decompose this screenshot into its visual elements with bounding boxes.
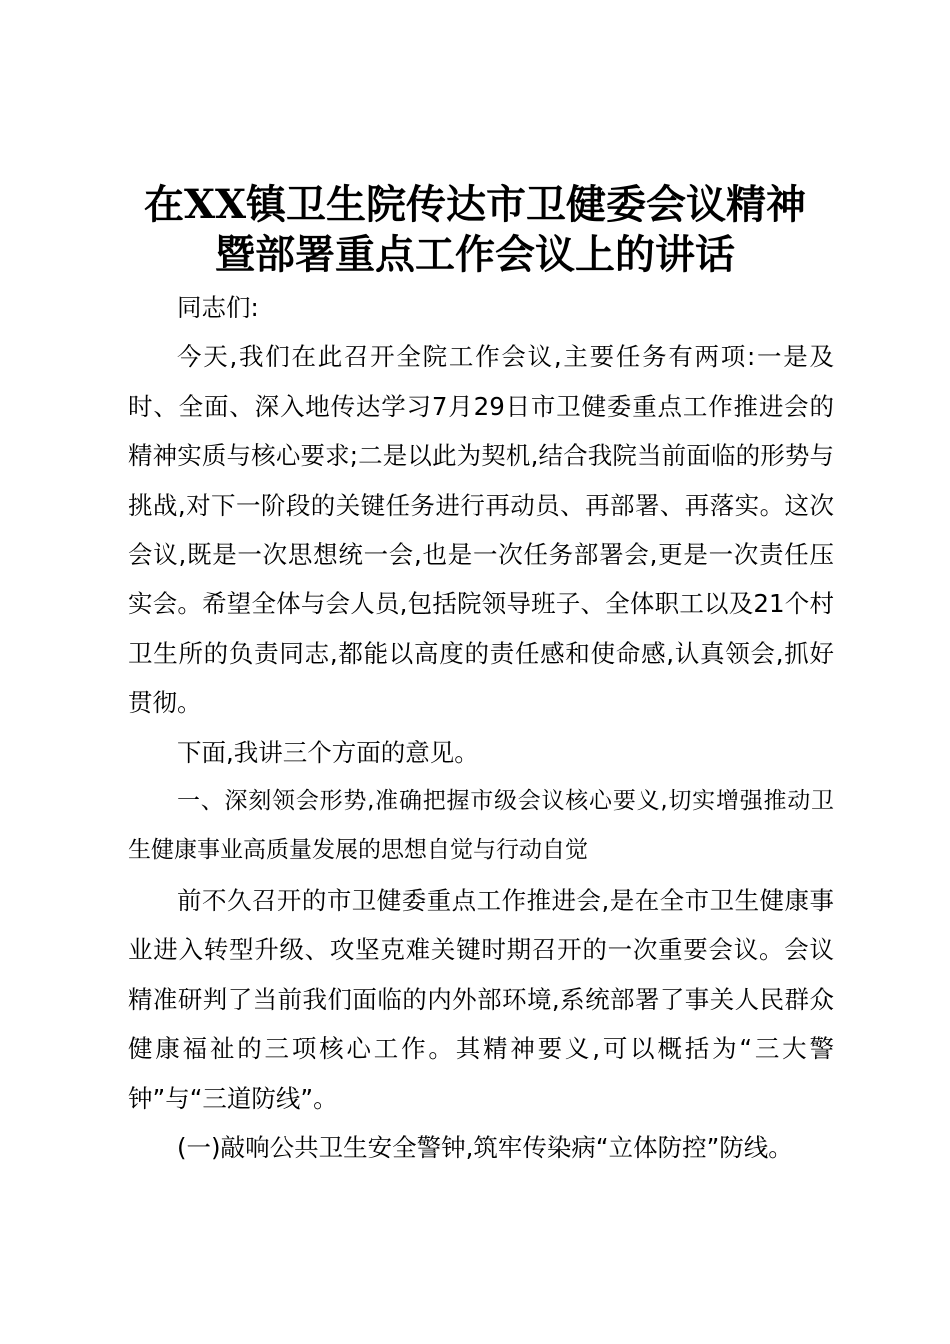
title-line-1: 在XX镇卫生院传达市卫健委会议精神 bbox=[143, 181, 807, 228]
salutation: 同志们: bbox=[177, 293, 259, 322]
subsection-1-heading: (一)敲响公共卫生安全警钟,筑牢传染病“立体防控”防线。 bbox=[177, 1132, 793, 1162]
title-line-2: 暨部署重点工作会议上的讲话 bbox=[215, 231, 735, 278]
intro-paragraph: 今天,我们在此召开全院工作会议,主要任务有两项:一是及时、全面、深入地传达学习7月29日市卫健委重点工作推进会的精神实质与核心要求;二是以此为契机,结合我院当前面临的形势与挑战,对下一阶段的关键任务进行再动员、再部署、再落实。这次会议,既是一次思想统一会,也是一次任务部署会,更是一次责任压实会。希望全体与会人员,包括院领导班子、全体职工以及21个村卫生所的负责同志,都能以高度的责任感和使命感,认真领会,抓好贯彻。 bbox=[128, 342, 834, 718]
document-title bbox=[120, 180, 830, 280]
document-body bbox=[128, 283, 834, 1172]
section-1-heading: 一、深刻领会形势,准确把握市级会议核心要义,切实增强推动卫生健康事业高质量发展的思想自觉与行动自觉 bbox=[128, 788, 834, 864]
outline-paragraph: 下面,我讲三个方面的意见。 bbox=[177, 737, 479, 767]
section-1-paragraph: 前不久召开的市卫健委重点工作推进会,是在全市卫生健康事业进入转型升级、攻坚克难关键时期召开的一次重要会议。会议精准研判了当前我们面临的内外部环境,系统部署了事关人民群众健康福祉的三项核心工作。其精神要义,可以概括为“三大警钟”与“三道防线”。 bbox=[128, 885, 834, 1113]
